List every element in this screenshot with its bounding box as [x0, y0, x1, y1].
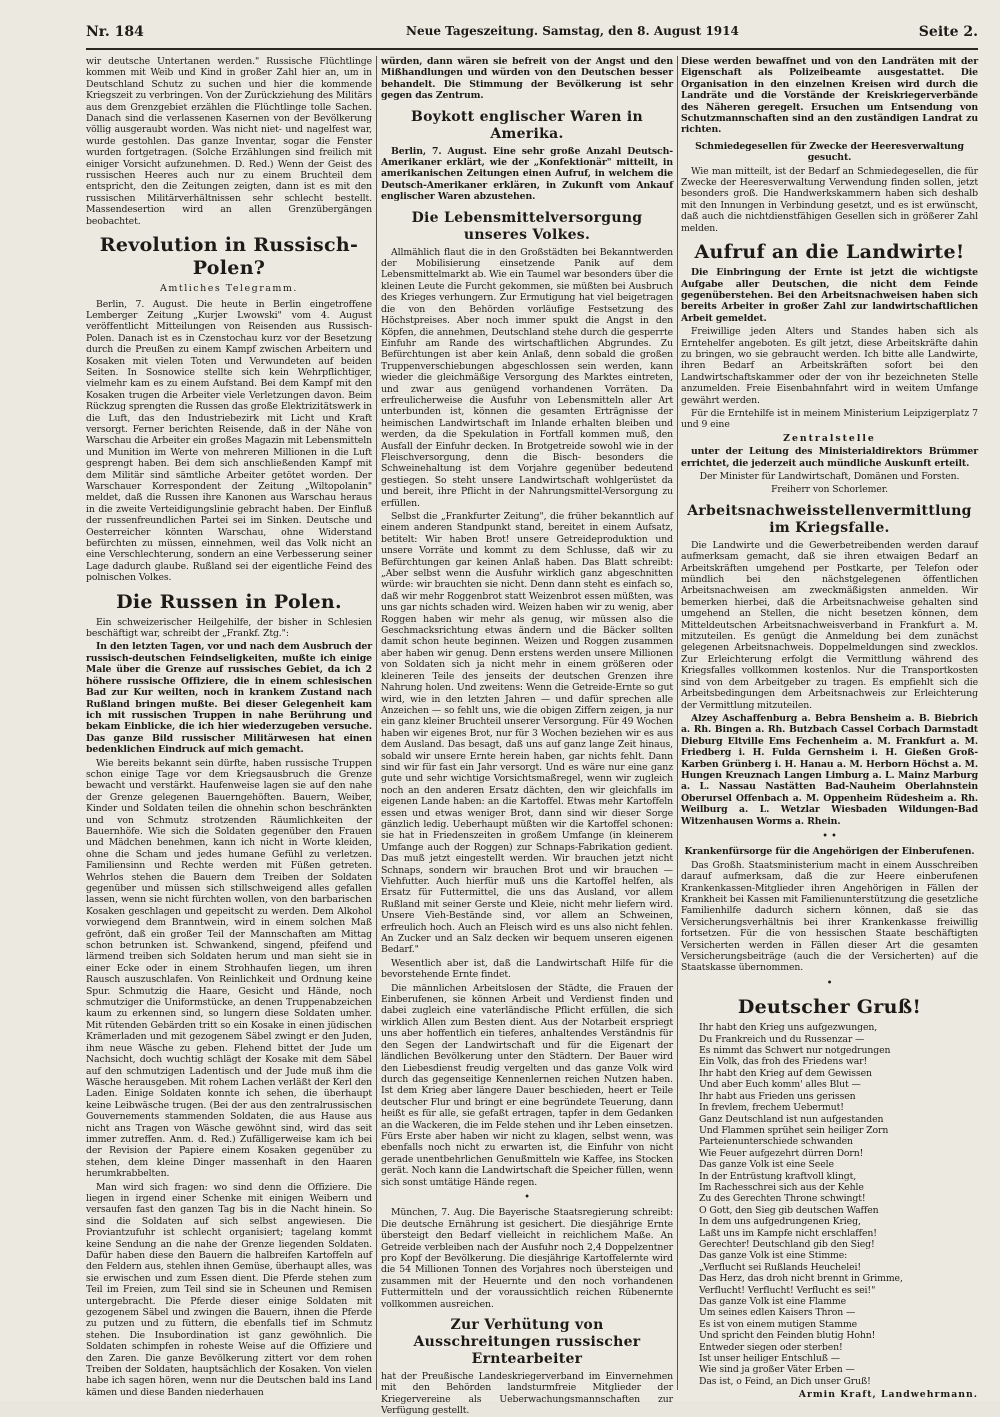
signature-minister: Der Minister für Landwirtschaft, Domänen und Forsten. — [699, 471, 960, 482]
poem-line: Das Herz, das droh nicht brennt in Grimme, — [699, 1273, 903, 1285]
article-text: Ein schweizerischer Heilgehilfe, der bisher in Schlesien beschäftigt war, schreibt der „Frankf. Ztg.": — [86, 616, 372, 640]
column-divider-1 — [376, 56, 377, 1390]
headline-arbeitsnachweis: Arbeitsnachweisstellenvermittlung im Kriegsfalle. — [687, 502, 972, 536]
column-2 — [381, 56, 673, 1417]
poem-line: Das ganze Volk ist eine Seele — [699, 1159, 834, 1171]
page-number: Seite 2. — [918, 24, 978, 40]
article-text: Alzey Aschaffenburg a. Bebra Bensheim a. B. Biebrich a. Rh. Bingen a. Rh. Butzbach Cassel Corbach Darmstadt Dieburg Eltville Ems Fechenheim a. M. Frankfurt a. M. Friedberg i. H. Fulda Gernsheim i. H. Gießen Groß-Karben Grünberg i. H. Hanau a. M. Herborn Höchst a. M. Hungen Kreuznach Langen Limburg a. L. Mainz Marburg a. L. Nassau Nastätten Bad-Nauheim Oberlahnstein Oberursel Offenbach a. M. Oppenheim Rüdesheim a. Rh. Weilburg a. L. Wetzlar Wiesbaden Wildungen-Bad Witzenhausen Worms a. Rhein. — [681, 712, 978, 827]
poem-line: Es ist von einem mutigen Stamme — [699, 1318, 858, 1330]
column-divider-2 — [677, 56, 678, 1390]
poem-line: O Gott, den Sieg gib deutschen Waffen — [699, 1204, 879, 1216]
article-text: Wesentlich aber ist, daß die Landwirtschaft Hilfe für die bevorstehende Ernte findet. — [381, 957, 673, 981]
poem-line: Es nimmt das Schwert nur notgedrungen — [699, 1045, 891, 1057]
article-text: Das Großh. Staatsministerium macht in einem Ausschreiben darauf aufmerksam, daß die zur Heere einberufenen Krankenkassen-Mitglieder ihren Angehörigen in Fällen der Krankheit bei Kassen mit Familienunterstützung die gesetzliche Familienhilfe dadurch sichern können, daß sie das Versicherungsverhältnis bei ihrer Krankenkasse freiwillig fortsetzen. Für die von hessischen Staate beschäftigten Versicherten werden in Fällen dieser Art die gesamten Versicherungsbeiträge (auch die der Versicherten) auf die Staatskasse übernommen. — [681, 859, 978, 974]
poem-line: Ist unser heiliger Entschluß — — [699, 1353, 840, 1365]
headline-aufruf: Aufruf an die Landwirte! — [694, 241, 965, 264]
column-1 — [86, 56, 372, 1398]
poem-line: Gerechter! Deutschland gib den Sieg! — [699, 1238, 875, 1250]
article-text: Berlin, 7. August. Eine sehr große Anzahl Deutsch-Amerikaner erklärt, wie der „Konfektionär" mitteilt, in amerikanischen Zeitungen einen Aufruf, in welchem die Deutsch-Amerikaner erklären, in Zukunft vom Ankauf englischer Waren abzustehen. — [381, 145, 673, 203]
headline-boykott: Boykott englischer Waren in Amerika. — [411, 108, 643, 142]
poem-line: Wie sind ja großer Väter Erben — — [699, 1364, 855, 1376]
poem-line: Und aber Euch komm' alles Blut — — [699, 1079, 861, 1091]
paper-title-date: Neue Tageszeitung. Samstag, den 8. August 1914 — [406, 24, 739, 38]
article-text: wir deutsche Untertanen werden." Russische Flüchtlinge kommen mit Weib und Kind in großer Zahl hier an, um in Deutschland Schutz zu suchen und hier die kommende Kriegszeit zu verbringen. Von der Zurückziehung des Militärs aus dem Grenzgebiet erzählen die Flüchtlinge tolle Sachen. Danach sind die verlassenen Kasernen von der Bevölkerung völlig ausgeraubt worden. Was nicht niet- und nagelfest war, wurde gestohlen. Das ganze Inventar, sogar die Fenster wurden fortgetragen. (Solche Erzählungen sind freilich mit einiger Vorsicht aufzunehmen. D. Red.) Wenn der Geist des russischen Heeres auch nur zu einem Bruchteil dem entspricht, den die Zeitungen zeigten, dann ist es mit den russischen Militärverhältnissen sehr schlecht bestellt. Massendesertion wird an allen Grenzübergängen beobachtet. — [86, 56, 372, 227]
poem-line: In dem uns aufgedrungenen Krieg, — [699, 1216, 861, 1228]
headline-erntearbeiter: Zur Verhütung von Ausschreitungen russischer Erntearbeiter — [413, 1317, 641, 1368]
column-3 — [681, 56, 978, 1401]
header-rule — [86, 48, 978, 50]
article-text: Für die Erntehilfe ist in meinem Ministerium Leipzigerplatz 7 und 9 eine — [681, 407, 978, 431]
poem-line: Ein Volk, das froh des Friedens war! — [699, 1056, 868, 1068]
article-text: Freiwillige jeden Alters und Standes haben sich als Erntehelfer angeboten. Es gilt jetzt, diese Arbeitskräfte dahin zu bringen, wo sie gebraucht werden. Ich bitte alle Landwirte, ihren Bedarf an Arbeitskräften sofort bei den Landwirtschaftskammer oder der von ihr bezeichneten Stelle anzumelden. Freie Eisenbahnfahrt wird in weitem Umfange gewährt werden. — [681, 326, 978, 406]
poem-line: Wie Feuer aufgezehrt dürren Dorn! — [699, 1147, 864, 1159]
poem-line: Verflucht! Verflucht! Verflucht es sei!" — [699, 1284, 876, 1296]
poem-line: Das ganze Volk ist eine Stimme: — [699, 1250, 848, 1262]
poem-line: Im Rachesschrei sich aus der Kehle — [699, 1181, 864, 1193]
headline-deutscher-gruss: Deutscher Gruß! — [737, 996, 922, 1019]
poem-line: Ganz Deutschland ist nun aufgestanden — [699, 1113, 884, 1125]
poem-line: In frevlem, frechem Uebermut! — [699, 1102, 844, 1114]
poem-line: Parteienunterschiede schwanden — [699, 1136, 853, 1148]
headline-krankenfuersorge: Krankenfürsorge für die Angehörigen der Einberufenen. — [684, 846, 975, 858]
poem-line: Zu des Gerechten Throne schwingt! — [699, 1193, 866, 1205]
article-text: Man wird sich fragen: wo sind denn die Offiziere. Die liegen in irgend einer Schenke mit einigen Weibern und versaufen fast den ganzen Tag bis in die Nacht hinein. So sind die Soldaten auf sich selbst angewiesen. Die Proviantzufuhr ist schlecht organisiert; tagelang kommt keine Sendung an die nahe der Grenze liegenden Soldaten. Dafür haben diese den Bauern die halbreifen Kartoffeln auf den Feldern aus, stehlen ihnen Gemüse, überhaupt alles, was sie erwischen und zum Essen dient. Die Pferde stehen zum Teil im Freien, zum Teil sind sie in Scheunen und Remisen untergebracht. Die Pferde dieser einige Soldaten mit gezogenem Säbel und zwingen die Bauern, ihnen die Pferde zu putzen und zu füttern, die ebenfalls tief im Schmutz stehen. Die Insubordination ist ganz gewöhnlich. Die Soldaten schimpfen in roheste Weise auf die Offiziere und den Zaren. Die ganze Bevölkerung zittert vor dem rohen Treiben der Soldaten, hauptsächlich der Kosaken. Von vielen habe ich sagen hören, wenn nur die Deutschen bald ins Land kämen und diese Banden niederhauen — [86, 1181, 372, 1398]
zentralstelle-label: Zentralstelle — [783, 432, 876, 444]
poem-line: Und Flammen sprühet sein heiliger Zorn — [699, 1124, 889, 1136]
article-text: Die männlichen Arbeitslosen der Städte, die Frauen der Einberufenen, sie können Arbeit und Verdienst finden und dabei zugleich eine vaterländische Pflicht erfüllen, die sich wirklich Allen zum Besten dient. Aus der Notarbeit erspriegt uns aber hoffentlich ein tieferes, anhaltendes Verständnis für den Segen der Landwirtschaft und für die Eigenart der ländlichen Bevölkerung unter den Städtern. Der Bauer wird den Liebesdienst freudig vergelten und das ganze Volk wird durch das gegenseitige Kennenlernen reichen Nutzen haben. Ist dem Krieg aber längere Dauer beschieden, heert er Teile deutscher Flur und bringt er eine begründete Teuerung, dann heißt es für alle, sie gefaßt ertragen, tapfer in dem Gedanken an die Wackeren, die im Felde stehen und ihr Leben einsetzen. Fürs Erste aber haben wir nicht zu klagen, selbst wenn, was ebenfalls noch nicht zu erwarten ist, die Einfuhr von nicht gerade unentbehrlichen Genußmitteln wie Kaffee, ins Stocken gerät. Noch kann die Landwirtschaft die Speicher füllen, wenn sich sonst umtätige Hände regen. — [381, 982, 673, 1188]
masthead — [86, 18, 978, 44]
article-text: Diese werden bewaffnet und von den Landräten mit der Eigenschaft als Polizeibeamte ausgestattet. Die Organisation in den einzelnen Kreisen wird durch die Landräte und die Vorstände der Kreiskriegerverbände des Näheren geregelt. Ersuchen um Entsendung von Schutzmannschaften sind an den zuständigen Landrat zu richten. — [681, 56, 978, 136]
headline-russen-in-polen: Die Russen in Polen. — [116, 590, 342, 613]
article-text: Allmählich flaut die in den Großstädten bei Bekanntwerden der Mobilisierung einsetzende Panik auf dem Lebensmittelmarkt ab. Wie ein Taumel war besonders über die kleinen Leute die Furcht gekommen, sie müßten bei Ausbruch des Krieges verhungern. Zur Ermutigung hat viel beigetragen die von den Behörden vorläufige Festsetzung des Höchstpreises. Aber noch immer spukt die Angst in den Köpfen, die annehmen, Deutschland stehe durch die gesperrte Einfuhr am Rande des wirtschaftlichen Abgrundes. Zu Befürchtungen ist aber kein Anlaß, denn sobald die großen Truppenverschiebungen abgeschlossen sein werden, kann wieder die gleichmäßige Versorgung des Marktes eintreten, und zwar aus genügend vorhandenen Vorräten. Da erfreulicherweise die Ausfuhr von Lebensmitteln aller Art unterbunden ist, können die gesamten Erträgnisse der heimischen Landwirtschaft im Inlande erhalten bleiben und werden, da die Spekulation in Fortfall kommen muß, den Ausfall der Einfuhr decken. In Brotgetreide sowohl wie in der Fleischversorgung, denn die Bisch- besonders die Schweinehaltung ist dem Vorjahre gegenüber bedeutend gestiegen. So steht unsere Landwirtschaft wohlgerüstet da und bereit, ihre Pflicht in der Nahrungsmittel-Versorgung zu erfüllen. — [381, 246, 673, 509]
poem-line: Das ganze Volk ist eine Flamme — [699, 1296, 847, 1307]
poem-line: Entweder siegen oder sterben! — [699, 1341, 843, 1353]
article-text: Berlin, 7. August. Die heute in Berlin eingetroffene Lemberger Zeitung „Kurjer Lwowski" vom 4. August veröffentlicht Mitteilungen von Reisenden aus Russisch-Polen. Danach ist es in Czenstochau kurz vor der Besetzung durch die Preußen zu einem Kampf zwischen Arbeitern und Kosaken mit vielen Toten und Verwundeten auf beiden Seiten. In Sosnowice stellte sich kein Wehrpflichtiger, vielmehr kam es zu einem Aufstand. Bei dem Kampf mit den Kosaken trugen die Arbeiter viele Verletzungen davon. Beim Rückzug sprengten die Russen das große Elektrizitätswerk in die Luft, das den Industriebezirk mit Licht und Kraft versorgt. Ferner berichten Reisende, daß in der Nähe von Warschau die Arbeiter ein großes Magazin mit Lebensmitteln und Munition im Werte von mehreren Millionen in die Luft gesprengt haben. Bei dem sich anschließenden Kampf mit dem Militär sind sämtliche Arbeiter getötet worden. Der Warschauer Korrespondent der Zeitung „Wiltopolanin" meldet, daß die Russen ihre Kanonen aus Warschau heraus in die zweite Verteidigungslinie gebracht haben. Der Einfluß der russenfreundlichen Partei sei im Sinken. Deutsche und Oesterreicher könnten Warschau, ohne Widerstand befürchten zu müssen, einnehmen, weil das Volk nicht an eine Verschlechterung, sondern an eine Verbesserung seiner Lage dadurch glaube. Rußland sei der eigentliche Feind des polnischen Volkes. — [86, 298, 372, 584]
separator-dot: • — [826, 977, 833, 989]
article-text: würden, dann wären sie befreit von der Angst und den Mißhandlungen und würden von den Deutschen besser behandelt. Die Stimmung der Bevölkerung ist sehr gegen das Zentrum. — [381, 56, 673, 102]
separator-dots: • • — [822, 830, 837, 842]
poem-line: Ihr habt aus Frieden uns gerissen — [699, 1090, 856, 1102]
article-text: Die Einbringung der Ernte ist jetzt die wichtigste Aufgabe aller Deutschen, die nicht dem Feinde gegenüberstehen. Bei den Arbeitsnachweisen haben sich bereits Arbeiter in großer Zahl zur landwirtschaftlichen Arbeit gemeldet. — [681, 267, 978, 324]
poem-line: Das ist, o Feind, an Dich unser Gruß! — [699, 1375, 871, 1387]
poem-line: Und spricht den Feinden blutig Hohn! — [699, 1330, 876, 1342]
poem-line: Laßt uns im Kampfe nicht erschlaffen! — [699, 1227, 877, 1239]
article-text: Die Landwirte und die Gewerbetreibenden werden darauf aufmerksam gemacht, daß sie ihren etwaigen Bedarf an Arbeitskräften umgehend per Postkarte, per Telefon oder mündlich bei den nächstgelegenen öffentlichen Arbeitsnachweisen am zweckmäßigsten anmelden. Wir bemerken hierbei, daß die Arbeitsnachweise gehalten sind umgehend an Stellen, die nicht besetzen können, dem Mitteldeutschen Arbeitsnachweisverband in Frankfurt a. M. mitzuteilen. Es genügt die Anmeldung bei dem zunächst gelegenen Arbeitsnachweis. Doppelmeldungen sind zwecklos. Zur Erleichterung erfolgt die Vermittlung während des Kriegsfalles vollkommen kostenlos. Nur die Transportkosten sind von dem Arbeitgeber zu tragen. Es empfiehlt sich die Arbeitsbedingungen dem Arbeitsnachweis zur Erleichterung der Vermittlung mitzuteilen. — [681, 539, 978, 711]
article-text: Wie man mitteilt, ist der Bedarf an Schmiedegesellen, die für Zwecke der Heeresverwaltung Verwendung finden sollen, jetzt besonders groß. Die Handwerkskammern haben sich deshalb mit den Innungen in Verbindung gesetzt, und es ist erwünscht, daß auch die nichtdienstfähigen Gesellen sich in größerer Zahl melden. — [681, 165, 978, 234]
signature-name: Freiherr von Schorlemer. — [771, 484, 888, 496]
article-text: Wie bereits bekannt sein dürfte, haben russische Truppen schon einige Tage vor dem Kriegsausbruch die Grenze bewacht und verstärkt. Haufenweise lagen sie auf den nahe der Grenze gelegenen Bauerngehöften. Bauern, Weiber, Kinder und Soldaten teilen die ohnehin schon beschränkten und von Schmutz strotzenden Räumlichkeiten der Bauernhöfe. Wie sich die Soldaten gegenüber den Frauen und Mädchen benehmen, kann ich nicht in Worte kleiden, ohne die Scham und jedes humane Gefühl zu verletzen. Familiensinn und Rechte werden mit Füßen getreten. Wehrlos stehen die Bauern dem Treiben der Soldaten gegenüber und müssen sich stillschweigend alles gefallen lassen, wenn sie nicht fürchten wollen, von den barbarischen Kosaken geschlagen und gepeitscht zu werden. Dem Alkohol vorwiegend dem Branntwein, wird in einem solchen Maß gefrönt, daß ein großer Teil der Mannschaften am Mittag schon betrunken ist. Schwankend, singend, pfeifend und lärmend treiben sich Soldaten herum und man sieht sie in einer Ecke oder in einem Strohhaufen liegen, um ihren Rausch auszuschlafen. Von Reinlichkeit und Ordnung keine Spur. Schmutzig die Haare, Gesicht und Hände, noch schmutziger die Uniformstücke, an denen Truppenabzeichen kaum zu erkennen sind, so lungern diese Soldaten umher. Mit rütenden Gebärden tritt so ein Kosake in einen jüdischen Krämerladen und mit gezogenem Säbel zwingt er den Juden, ihm neue Wäsche zu geben. Flehend bittet der Jude um Nachsicht, doch wuchtig schlägt der Kosake mit dem Säbel auf den schmutzigen Ladentisch und der Jude muß ihm die Wäsche herausgeben. Mit rohem Lachen verläßt der Kerl den Laden. Einige Soldaten konnte ich sehen, die überhaupt keine Leibwäsche trugen. (Bei der aus den zentralrussischen Gouvernements stammenden Soldaten, die aus Hause aus nicht ans Tragen von Wäsche gewöhnt sind, wird das seit immer zutreffen. Anm. d. Red.) Zufälligerweise kam ich bei der Revision der Papiere einem Kosaken gegenüber zu stehen, dem kleine Dinger massenhaft in den Haaren herumkrabbelten. — [86, 757, 372, 1180]
poem-line: Ihr habt den Krieg auf dem Gewissen — [699, 1067, 872, 1079]
article-text: unter der Leitung des Ministerialdirektors Brümmer errichtet, die jederzeit auch mündliche Auskunft erteilt. — [681, 446, 978, 469]
subheadline-telegram: Amtliches Telegramm. — [160, 283, 298, 295]
headline-revolution: Revolution in Russisch-Polen? — [99, 234, 359, 280]
poem-line: In der Entrüstung kraftvoll klingt, — [699, 1170, 857, 1182]
poem-line: Ihr habt den Krieg uns aufgezwungen, — [699, 1022, 878, 1034]
poem-line: „Verflucht sei Rußlands Heuchelei! — [699, 1261, 862, 1273]
article-text: hat der Preußische Landeskriegerverband im Einvernehmen mit den Behörden landsturmfreie Mitglieder der Kriegervereine als Ueberwachungsmannschaften zur Verfügung gestellt. — [381, 1371, 673, 1417]
poem-line: Um seines edlen Kaisers Thron — — [699, 1307, 856, 1319]
headline-schmiedegesellen: Schmiedegesellen für Zwecke der Heeresverwaltung gesucht. — [695, 140, 964, 164]
article-text: München, 7. Aug. Die Bayerische Staatsregierung schreibt: Die deutsche Ernährung ist gesichert. Die diesjährige Ernte übersteigt den Bedarf vielleicht in reichlichem Maße. An Getreide verbleiben nach der Ausfuhr noch 2,4 Doppelzentner pro Kopf der Bevölkerung. Die diesjährige Kartoffelernte wird die 54 Millionen Tonnen des Vorjahres noch übersteigen und zusammen mit der Heuernte und den noch vorhandenen Futtermitteln und der voraussichtlich reichen Rübenernte vollkommen ausreichen. — [381, 1207, 673, 1310]
article-text: Selbst die „Frankfurter Zeitung", die früher bekanntlich auf einem anderen Standpunkt stand, bereitet in einem Aufsatz, betitelt: Wir haben Brot! unsere Getreideproduktion und unsere Vorräte und kommt zu dem Schlusse, daß wir zu Befürchtungen gar keinen Anlaß haben. Das Blatt schreibt: „Aber selbst wenn die Ausfuhr wirklich ganz abgeschnitten würde: wir brauchten sie nicht. Denn dann steht es einfach so, daß wir mehr Roggenbrot statt Weizenbrot essen müßten, was uns gar nichts schaden wird. Weizen haben wir zu wenig, aber Roggen haben wir mehr als genug, wir müssen also die Geschmacksrichtung etwas ändern und die Bäcker sollten damit schon heute beginnen. Weizen und Roggen zusammen aber haben wir genug. Denn erstens werden unsere Millionen von Soldaten sich ja nicht mehr in einem größeren oder kleineren Teile des jenseits der deutschen Grenzen ihre Nahrung holen. Und zweitens: Wenn die Getreide-Ernte so gut wird, wie in den letzten Jahren — und dafür sprechen alle Anzeichen — so fehlt uns, wie die obigen Ziffern zeigen, ja nur ein ganz kleiner Bruchteil unserer Versorgung. Für 49 Wochen haben wir eigenes Brot, nur für 3 Wochen beziehen wir es aus dem Ausland. Das besagt, daß uns auf ganz lange Zeit hinaus, sobald wir unsere Ernte herein haben, gar nichts fehlt. Dann sind wir für fast ein Jahr versorgt. Und es wäre nur eine ganz gute und sehr wichtige Vorsichtsmaßregel, wenn wir zugleich noch an den anderen Ersatz dächten, den wir gleichfalls im eigenen Lande haben: an die Kartoffel. Etwas mehr Kartoffeln essen und etwas weniger Brot, dann sind wir dieser Sorge gänzlich ledig. Ueberhaupt müßten wir die Kartoffel schonen: sie hat in Friedenszeiten in großem Umfange (in kleinerem Umfange auch der Roggen) zur Schnaps-Fabrikation gedient. Das muß jetzt eingestellt werden. Wir brauchen jetzt nicht Schnaps, sondern wir brauchen Brot und wir brauchen — Viehfutter. Auch hierfür muß uns die Kartoffel helfen, als Ersatz für Futtermittel, die uns das Ausland, vor allem Rußland mit seiner Gerste und Kleie, nicht mehr liefern wird. Unsere Vieh-Bestände sind, vor allem an Schweinen, erfreulich hoch. Auch an Fleisch wird es uns also nicht fehlen. An Zucker und an Salz decken wir bequem unseren eigenen Bedarf." — [381, 511, 673, 956]
poem-line: Du Frankreich und du Russenzar — — [699, 1033, 865, 1045]
headline-lebensmittel: Die Lebensmittelversorgung unseres Volkes. — [411, 209, 643, 243]
poem-author: Armin Kraft, Landwehrmann. — [798, 1389, 978, 1401]
issue-number: Nr. 184 — [86, 24, 144, 40]
article-text: In den letzten Tagen, vor und nach dem Ausbruch der russisch-deutschen Feindseligkeiten, mußte ich einige Male über die Grenze auf russisches Gebiet, da ich 2 höhere russische Offiziere, die in einem schlesischen Bad zur Kur weilten, noch in krankem Zustand nach Rußland bringen mußte. Bei dieser Gelegenheit kam ich mit russischen Truppen in nahe Berührung und bekam Einblicke, die ich hier wiederzugeben versuche. Das ganze Bild russischer Militärwesen hat einen bedenklichen Eindruck auf mich gemacht. — [86, 641, 372, 756]
separator-dot: • — [524, 1191, 530, 1203]
poem — [681, 1022, 978, 1387]
